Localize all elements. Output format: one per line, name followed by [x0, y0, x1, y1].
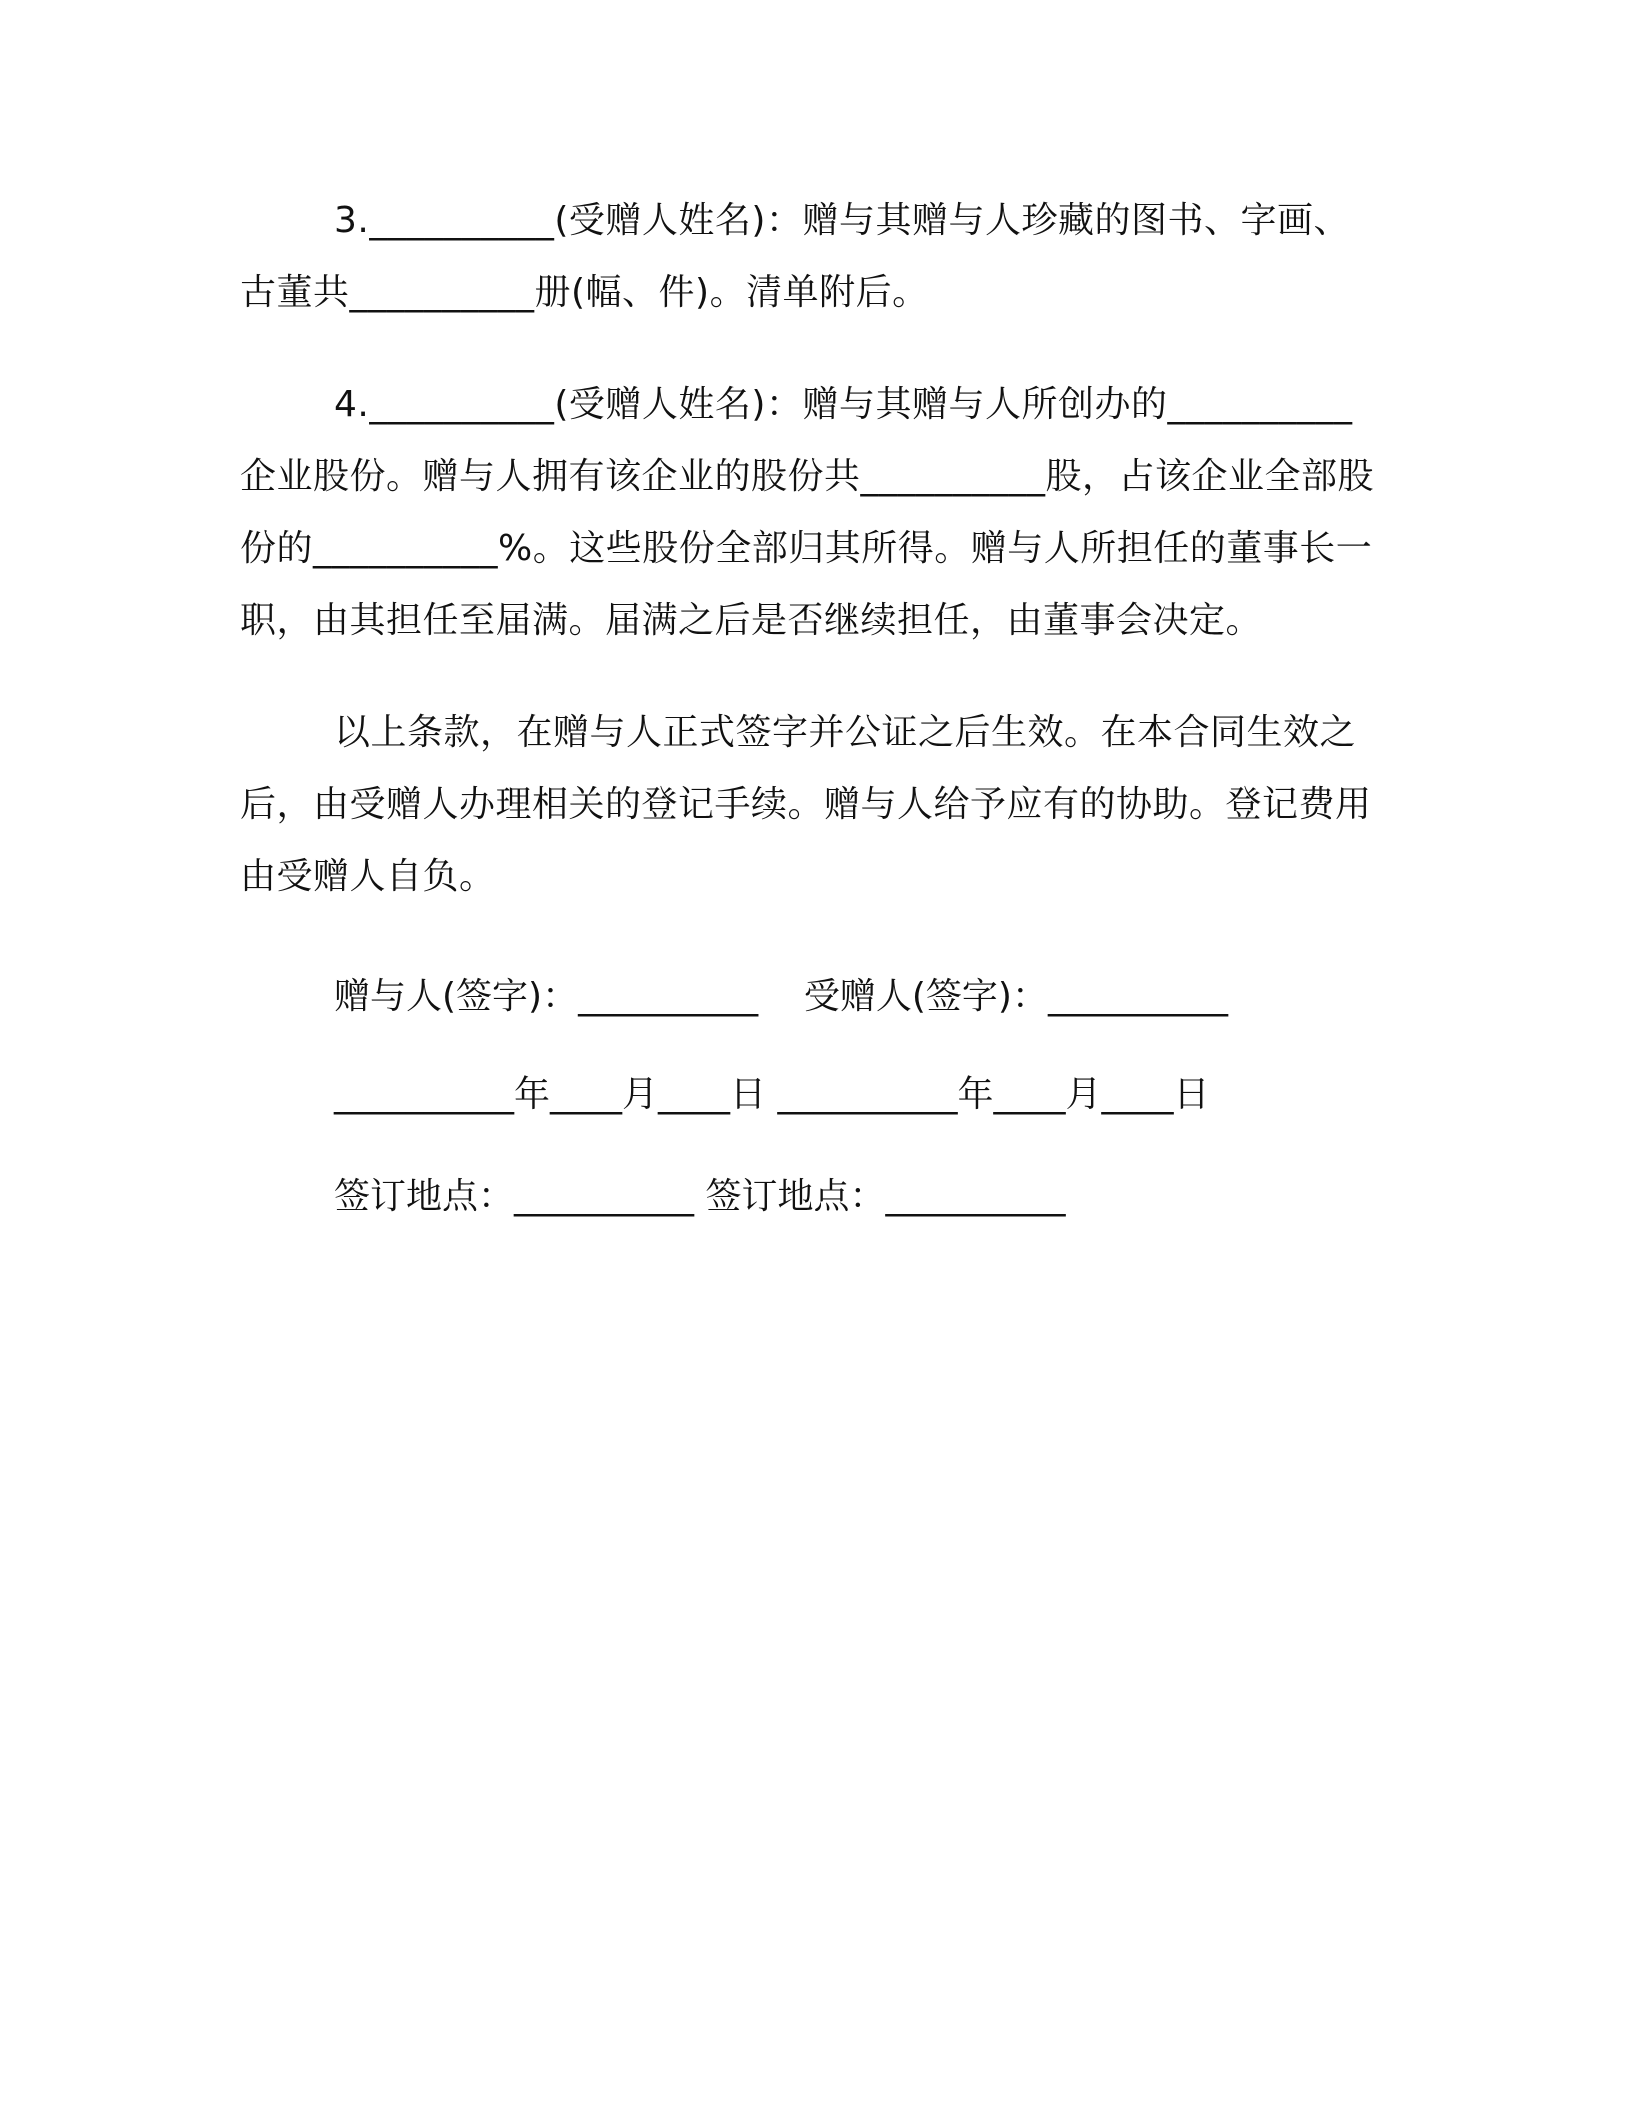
donee-place-field: 签订地点：__________ [705, 1176, 1066, 1217]
clause-4-paragraph: 4.__________(受赠人姓名)：赠与其赠与人所创办的__________企业股份。赠与人拥有该企业的股份共__________股，占该企业全部股份的__________%。这些股份全部归其所得。赠与人所担任的董事长一职，由其担任至届满。届满之后是否继续担任，由董事会决定。 [240, 384, 1375, 641]
donor-place-field: 签订地点：__________ [334, 1176, 695, 1217]
donee-signature-field: 受赠人(签字)：__________ [803, 976, 1228, 1017]
effective-terms-paragraph: 以上条款，在赠与人正式签字并公证之后生效。在本合同生效之后，由受赠人办理相关的登记手续。赠与人给予应有的协助。登记费用由受赠人自负。 [240, 712, 1372, 897]
signature-row [334, 968, 1334, 1019]
donee-date-field: __________年____月____日 [777, 1074, 1210, 1115]
clause-3-paragraph: 3.__________(受赠人姓名)：赠与其赠与人珍藏的图书、字画、古董共__________册(幅、件)。清单附后。 [240, 200, 1350, 313]
date-row [334, 1066, 1334, 1117]
donor-date-field: __________年____月____日 [334, 1074, 766, 1115]
place-row [334, 1168, 1334, 1219]
donor-signature-field: 赠与人(签字)：__________ [334, 976, 759, 1017]
document-body [240, 185, 1380, 953]
